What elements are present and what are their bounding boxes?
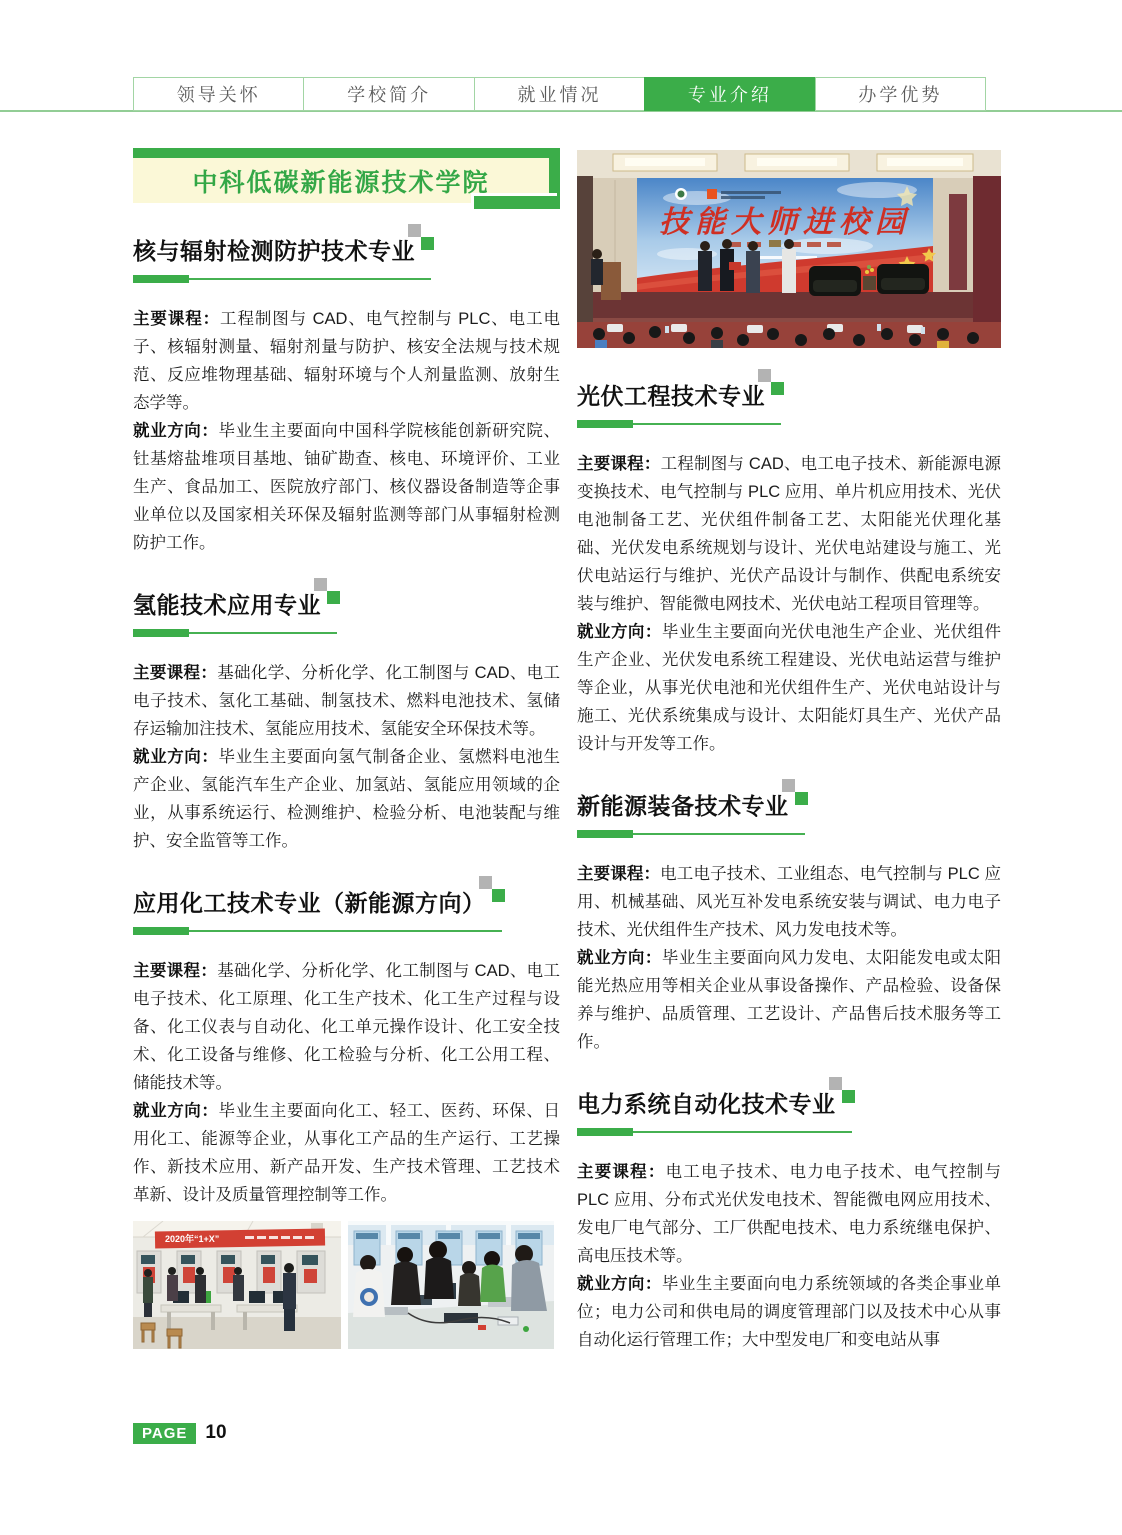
college-title: 中科低碳新能源技术学院 [192, 168, 490, 197]
deco-green-square-icon [492, 889, 505, 902]
section-title: 电力系统自动化技术专业 [577, 1091, 836, 1117]
college-banner [133, 148, 560, 203]
career-text: 毕业生主要面向中国科学院核能创新研究院、钍基熔盐堆项目基地、铀矿勘查、核电、环境评价、工业生产、食品加工、医院放疗部门、核仪器设备制造等企事业单位以及国家相关环保及辐射监测等部门从事辐射检测防护工作。 [133, 422, 561, 552]
section-heading-wrap [577, 792, 789, 838]
deco-green-square-icon [795, 792, 808, 805]
photo-stage-event [577, 150, 1001, 348]
right-column [577, 150, 1001, 1354]
courses-text: 电工电子技术、电力电子技术、电气控制与 PLC 应用、分布式光伏发电技术、智能微电网应用技术、发电厂电气部分、工厂供配电技术、电力系统继电保护、高电压技术等。 [577, 1163, 1002, 1265]
section-heading-wrap [133, 237, 415, 283]
deco-green-square-icon [421, 237, 434, 250]
major-section [577, 792, 1001, 1056]
courses-text: 工程制图与 CAD、电气控制与 PLC、电工电子、核辐射测量、辐射剂量与防护、核安全法规与技术规范、反应堆物理基础、辐射环境与个人剂量监测、放射生态学等。 [133, 310, 560, 412]
banner-right-bar [549, 148, 560, 199]
career-label: 就业方向： [133, 422, 219, 440]
banner-top-bar [133, 148, 560, 158]
photo-training-lab [133, 1221, 341, 1349]
bottom-photos-row [133, 1221, 560, 1349]
section-title: 光伏工程技术专业 [577, 383, 765, 409]
career-paragraph [133, 417, 560, 557]
courses-text: 电工电子技术、工业组态、电气控制与 PLC 应用、机械基础、风光互补发电系统安装与调试、电力电子技术、光伏组件生产技术、风力发电技术等。 [577, 865, 1001, 939]
major-section [133, 237, 560, 557]
career-paragraph [577, 1270, 1001, 1354]
courses-text: 基础化学、分析化学、化工制图与 CAD、电工电子技术、氢化工基础、制氢技术、燃料电池技术、氢储存运输加注技术、氢能应用技术、氢能安全环保技术等。 [133, 664, 561, 738]
courses-label: 主要课程： [133, 664, 218, 682]
section-heading-wrap [133, 591, 321, 637]
section-heading-wrap [577, 1090, 836, 1136]
nav-tab-label: 办学优势 [858, 85, 943, 105]
courses-text: 基础化学、分析化学、化工制图与 CAD、电工电子技术、化工原理、化工生产技术、化工生产过程与设备、化工仪表与自动化、化工单元操作设计、化工安全技术、化工设备与维修、化工检验与分析、化工公用工程、储能技术等。 [133, 962, 561, 1092]
career-paragraph [577, 618, 1001, 758]
section-heading-wrap [133, 889, 486, 935]
courses-paragraph [133, 957, 560, 1097]
career-text: 毕业生主要面向氢气制备企业、氢燃料电池生产企业、氢能汽车生产企业、加氢站、氢能应用领域的企业，从事系统运行、检测维护、检验分析、电池装配与维护、安全监管等工作。 [133, 748, 561, 850]
courses-paragraph [577, 450, 1001, 618]
nav-tab[interactable] [133, 77, 304, 111]
nav-tab-label: 领导关怀 [176, 85, 261, 105]
nav-tab-label: 学校简介 [347, 85, 432, 105]
career-text: 毕业生主要面向光伏电池生产企业、光伏组件生产企业、光伏发电系统工程建设、光伏电站运营与维护等企业，从事光伏电池和光伏组件生产、光伏电站设计与施工、光伏系统集成与设计、太阳能灯具生产、光伏产品设计与开发等工作。 [577, 623, 1002, 753]
nav-tab-label: 就业情况 [517, 85, 602, 105]
section-underline [133, 629, 337, 637]
section-heading-wrap [577, 382, 765, 428]
deco-green-square-icon [842, 1090, 855, 1103]
photo-practice-lab [348, 1221, 554, 1349]
section-title: 氢能技术应用专业 [133, 592, 321, 618]
career-label: 就业方向： [577, 949, 662, 967]
courses-text: 工程制图与 CAD、电工电子技术、新能源电源变换技术、电气控制与 PLC 应用、单片机应用技术、光伏电池制备工艺、光伏组件制备工艺、太阳能光伏理化基础、光伏发电系统规划与设计、光伏电站建设与施工、光伏电站运行与维护、光伏产品设计与制作、供配电系统安装与维护、智能微电网技术、光伏电站工程项目管理等。 [577, 455, 1002, 613]
section-underline [577, 830, 805, 838]
career-label: 就业方向： [133, 748, 219, 766]
svg-text:技能大师进校园: 技能大师进校园 [659, 206, 911, 239]
career-text: 毕业生主要面向电力系统领域的各类企事业单位；电力公司和供电局的调度管理部门以及技术中心从事自动化运行管理工作；大中型发电厂和变电站从事 [577, 1275, 1002, 1349]
deco-green-square-icon [771, 382, 784, 395]
courses-label: 主要课程： [577, 1163, 666, 1181]
major-section [577, 1090, 1001, 1354]
career-paragraph [577, 944, 1001, 1056]
career-label: 就业方向： [577, 1275, 662, 1293]
left-column [133, 148, 560, 1349]
right-column-sections [577, 382, 1001, 1354]
courses-label: 主要课程： [133, 310, 221, 328]
courses-label: 主要课程： [133, 962, 218, 980]
nav-tab-label: 专业介绍 [687, 85, 772, 105]
career-label: 就业方向： [577, 623, 662, 641]
career-paragraph [133, 743, 560, 855]
nav-tab[interactable] [303, 77, 474, 111]
deco-green-square-icon [327, 591, 340, 604]
deco-gray-square-icon [408, 224, 421, 237]
career-text: 毕业生主要面向风力发电、太阳能发电或太阳能光热应用等相关企业从事设备操作、产品检验、设备保养与维护、品质管理、工艺设计、产品售后技术服务等工作。 [577, 949, 1002, 1051]
deco-gray-square-icon [479, 876, 492, 889]
section-title: 核与辐射检测防护技术专业 [133, 238, 415, 264]
courses-paragraph [577, 860, 1001, 944]
svg-text:2020年“1+X”: 2020年“1+X” [165, 1234, 220, 1244]
nav-tab[interactable] [815, 77, 986, 111]
deco-gray-square-icon [782, 779, 795, 792]
left-column-sections [133, 237, 560, 1209]
section-underline [577, 1128, 852, 1136]
major-section [133, 889, 560, 1209]
page-number: 10 [205, 1422, 227, 1443]
section-underline [133, 275, 431, 283]
major-section [577, 382, 1001, 758]
deco-gray-square-icon [758, 369, 771, 382]
major-section [133, 591, 560, 855]
deco-gray-square-icon [829, 1077, 842, 1090]
courses-label: 主要课程： [577, 455, 661, 473]
section-title: 应用化工技术专业（新能源方向） [133, 890, 486, 916]
courses-paragraph [133, 305, 560, 417]
courses-paragraph [577, 1158, 1001, 1270]
nav-tab[interactable] [474, 77, 645, 111]
career-paragraph [133, 1097, 560, 1209]
career-text: 毕业生主要面向化工、轻工、医药、环保、日用化工、能源等企业，从事化工产品的生产运行、工艺操作、新技术应用、新产品开发、生产技术管理、工艺技术革新、设计及质量管理控制等工作。 [133, 1102, 561, 1204]
page-footer [133, 1422, 227, 1444]
section-title: 新能源装备技术专业 [577, 793, 789, 819]
courses-label: 主要课程： [577, 865, 661, 883]
page-badge: PAGE [133, 1423, 196, 1444]
banner-corner-bar [474, 196, 560, 209]
nav-tab[interactable] [644, 77, 815, 111]
section-underline [577, 420, 781, 428]
courses-paragraph [133, 659, 560, 743]
nav-tabs [133, 77, 986, 111]
section-underline [133, 927, 502, 935]
deco-gray-square-icon [314, 578, 327, 591]
career-label: 就业方向： [133, 1102, 219, 1120]
